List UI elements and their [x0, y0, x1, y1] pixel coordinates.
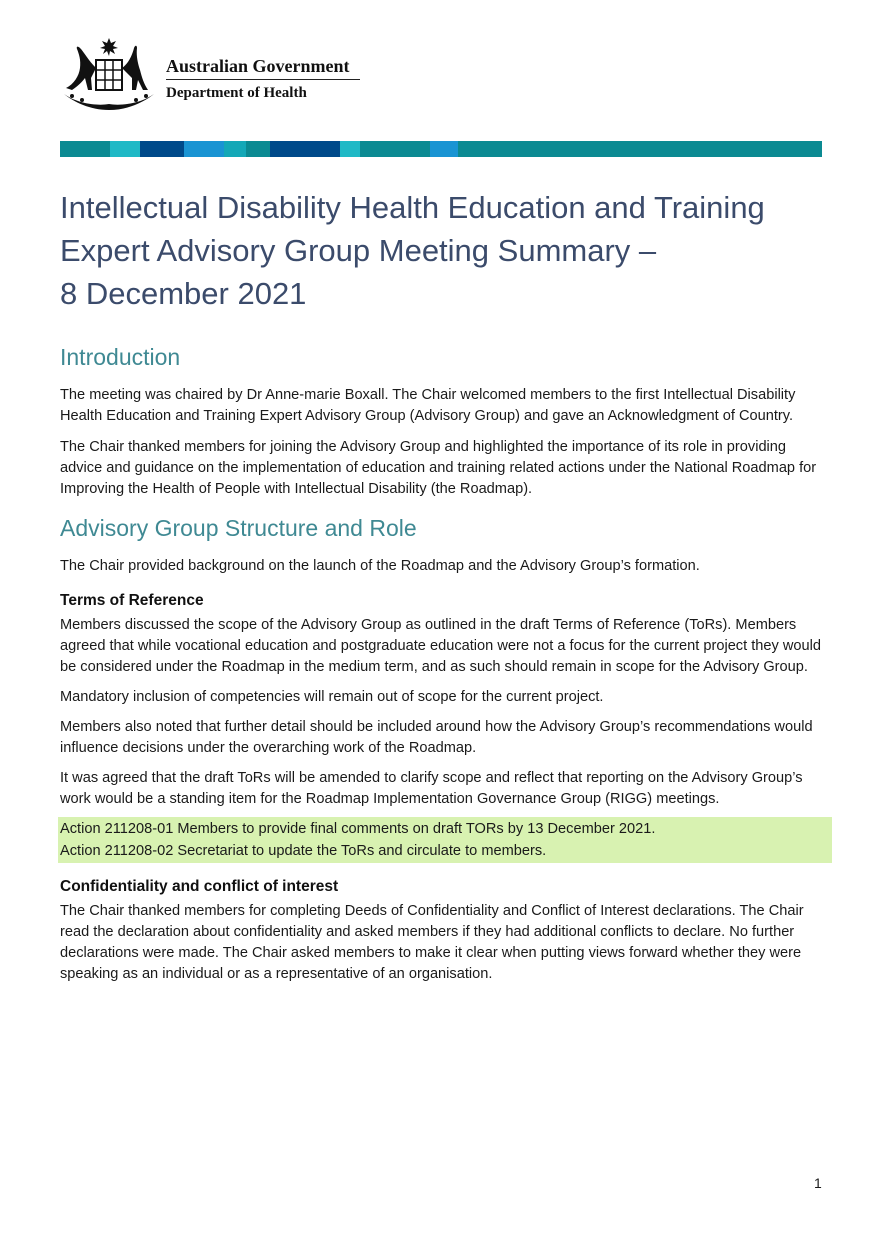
document-title [60, 186, 830, 315]
introduction-paragraph: The Chair thanked members for joining the Advisory Group and highlighted the importance of its role in providing advice and guidance on the implementation of education and training related actions under the National Roadmap for Improving the Health of People with Intellectual Disability (the Roadmap). [60, 439, 817, 497]
government-wordmark [166, 56, 360, 102]
confidentiality-paragraph: The Chair thanked members for completing Deeds of Confidentiality and Conflict of Interest declarations. The Chair read the declaration about confidentiality and asked members if they had additional conflicts to declare. No further declarations were made. The Chair asked members to make it clear when putting views forward whether they were speaking as an individual or as a representative of an organisation. [60, 903, 804, 982]
action-item: Action 211208-01 Members to provide final comments on draft TORs by 13 December 2021. [60, 821, 656, 837]
terms-of-reference-heading: Terms of Reference [60, 592, 204, 609]
band-segment [110, 141, 140, 157]
header-color-band [60, 141, 842, 157]
government-logo [58, 38, 368, 114]
structure-heading: Advisory Group Structure and Role [60, 515, 417, 541]
terms-paragraph: Members discussed the scope of the Advisory Group as outlined in the draft Terms of Reference (ToRs). Members agreed that while vocational education and postgraduate education were not a focus for the current project they would be considered under the Roadmap in the medium term, and as such should remain in scope for the Advisory Group. [60, 617, 821, 675]
introduction-paragraph: The meeting was chaired by Dr Anne-marie Boxall. The Chair welcomed members to the first Intellectual Disability Health Education and Training Expert Advisory Group (Advisory Group) and gave an Acknowledgment of Country. [60, 387, 796, 424]
page-number: 1 [814, 1175, 822, 1191]
wordmark-divider [166, 79, 360, 80]
title-line-2: Expert Advisory Group Meeting Summary – [60, 233, 657, 268]
department-name: Department of Health [166, 85, 307, 101]
confidentiality-heading: Confidentiality and conflict of interest [60, 878, 339, 895]
band-segment [60, 141, 110, 157]
title-line-3: 8 December 2021 [60, 276, 307, 311]
government-name: Australian Government [166, 56, 350, 76]
title-line-1: Intellectual Disability Health Education and Training [60, 190, 765, 225]
terms-paragraph: Mandatory inclusion of competencies will remain out of scope for the current project. [60, 689, 604, 705]
terms-paragraph: It was agreed that the draft ToRs will be amended to clarify scope and reflect that reporting on the Advisory Group’s work would be a standing item for the Roadmap Implementation Governance Group (RIGG) meetings. [60, 770, 803, 807]
band-segment [270, 141, 340, 157]
action-items-highlight [58, 817, 832, 863]
band-segment [224, 141, 246, 157]
band-segment [458, 141, 822, 157]
action-item: Action 211208-02 Secretariat to update the ToRs and circulate to members. [60, 843, 547, 859]
commonwealth-coat-of-arms-icon [58, 38, 160, 112]
band-segment [360, 141, 430, 157]
band-segment [140, 141, 184, 157]
document-body [60, 186, 830, 994]
band-segment [340, 141, 360, 157]
band-segment [184, 141, 224, 157]
introduction-heading: Introduction [60, 344, 181, 370]
band-segment [246, 141, 270, 157]
band-segment [430, 141, 458, 157]
structure-intro-paragraph: The Chair provided background on the launch of the Roadmap and the Advisory Group’s formation. [60, 558, 700, 574]
terms-paragraph: Members also noted that further detail should be included around how the Advisory Group’s recommendations would influence decisions under the overarching work of the Roadmap. [60, 719, 813, 756]
